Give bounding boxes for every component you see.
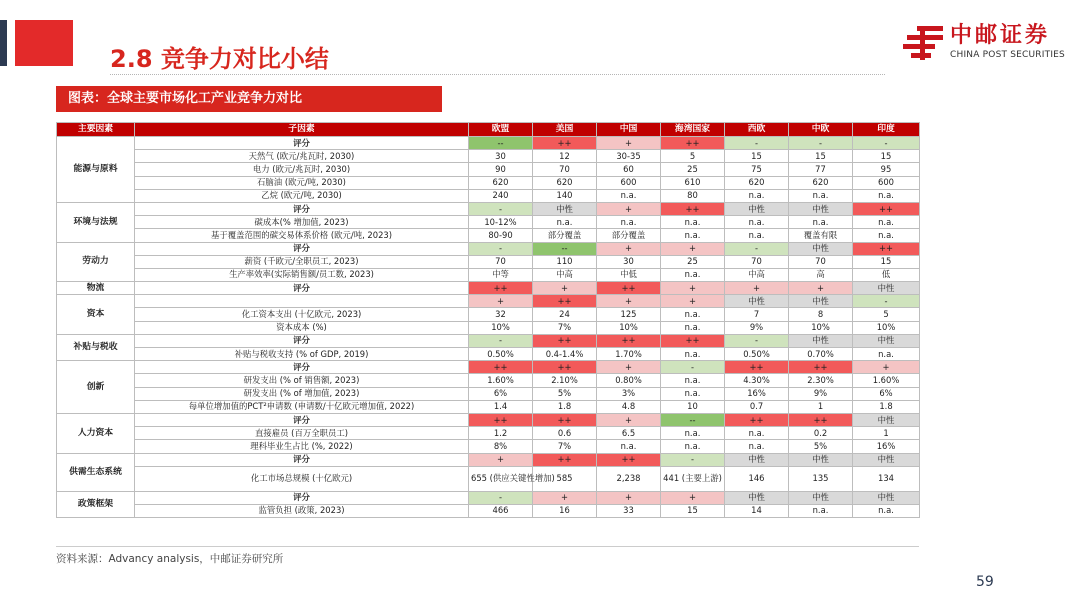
value-cell: 1.2: [469, 427, 533, 440]
value-cell: 90: [469, 163, 533, 176]
source-divider: [56, 546, 919, 547]
score-cell: +: [725, 282, 789, 295]
value-cell: n.a.: [661, 440, 725, 453]
value-cell: 10%: [789, 321, 853, 334]
value-cell: n.a.: [789, 189, 853, 202]
sub-factor-cell: 研发支出 (% of 销售额, 2023): [135, 374, 469, 387]
value-cell: 620: [725, 176, 789, 189]
score-cell: 中性: [789, 295, 853, 308]
value-cell: 110: [533, 255, 597, 268]
value-cell: n.a.: [661, 308, 725, 321]
score-row: [57, 334, 920, 347]
value-cell: 80-90: [469, 229, 533, 242]
column-header: 中欧: [789, 123, 853, 137]
value-cell: 24: [533, 308, 597, 321]
value-cell: 8%: [469, 440, 533, 453]
value-cell: 466: [469, 504, 533, 517]
value-cell: 16: [533, 504, 597, 517]
score-cell: -: [469, 202, 533, 215]
value-cell: 1.8: [533, 400, 597, 413]
column-header: 西欧: [725, 123, 789, 137]
score-cell: -: [469, 242, 533, 255]
table-row: [57, 216, 920, 229]
value-cell: 70: [789, 255, 853, 268]
value-cell: n.a.: [661, 387, 725, 400]
main-factor-cell: 物流: [57, 282, 135, 295]
score-cell: +: [661, 282, 725, 295]
main-factor-cell: 资本: [57, 295, 135, 335]
score-cell: +: [469, 453, 533, 466]
logo-english-name: CHINA POST SECURITIES: [950, 50, 1065, 60]
score-cell: +: [661, 491, 725, 504]
score-cell: +: [661, 242, 725, 255]
value-cell: 1.60%: [469, 374, 533, 387]
value-cell: 2.10%: [533, 374, 597, 387]
score-cell: 中性: [789, 453, 853, 466]
score-cell: ++: [725, 361, 789, 374]
value-cell: n.a.: [853, 229, 920, 242]
score-cell: -: [725, 242, 789, 255]
value-cell: 585: [533, 466, 597, 491]
value-cell: n.a.: [853, 216, 920, 229]
value-cell: 4.30%: [725, 374, 789, 387]
score-cell: 中性: [789, 491, 853, 504]
score-cell: 中性: [533, 202, 597, 215]
score-row: [57, 242, 920, 255]
score-cell: -: [469, 334, 533, 347]
value-cell: 80: [661, 189, 725, 202]
value-cell: n.a.: [661, 229, 725, 242]
score-cell: ++: [789, 361, 853, 374]
value-cell: 30: [469, 150, 533, 163]
score-row: [57, 361, 920, 374]
value-cell: 8: [789, 308, 853, 321]
value-cell: 30-35: [597, 150, 661, 163]
score-label-cell: 评分: [135, 137, 469, 150]
value-cell: 10%: [597, 321, 661, 334]
main-factor-cell: 环境与法规: [57, 202, 135, 242]
value-cell: 0.7: [725, 400, 789, 413]
main-factor-cell: 政策框架: [57, 491, 135, 517]
value-cell: 70: [533, 163, 597, 176]
value-cell: 1: [853, 427, 920, 440]
score-label-cell: 评分: [135, 453, 469, 466]
table-row: [57, 374, 920, 387]
sub-factor-cell: 天然气 (欧元/兆瓦时, 2030): [135, 150, 469, 163]
table-row: [57, 268, 920, 281]
value-cell: n.a.: [597, 189, 661, 202]
chart-caption-banner: 图表：全球主要市场化工产业竞争力对比: [56, 86, 442, 112]
value-cell: 0.4-1.4%: [533, 348, 597, 361]
score-cell: 中性: [789, 334, 853, 347]
table-row: [57, 466, 920, 491]
score-cell: 中性: [789, 202, 853, 215]
value-cell: 3%: [597, 387, 661, 400]
table-row: [57, 176, 920, 189]
value-cell: 610: [661, 176, 725, 189]
value-cell: 0.6: [533, 427, 597, 440]
column-header: 中国: [597, 123, 661, 137]
value-cell: n.a.: [853, 348, 920, 361]
score-cell: +: [533, 282, 597, 295]
value-cell: 135: [789, 466, 853, 491]
value-cell: 7%: [533, 321, 597, 334]
column-header: 海湾国家: [661, 123, 725, 137]
score-label-cell: 评分: [135, 202, 469, 215]
value-cell: 441 (主要上游): [661, 466, 725, 491]
score-cell: -: [469, 491, 533, 504]
value-cell: n.a.: [661, 321, 725, 334]
value-cell: n.a.: [661, 348, 725, 361]
score-cell: ++: [597, 334, 661, 347]
value-cell: 9%: [725, 321, 789, 334]
score-cell: ++: [533, 334, 597, 347]
score-cell: -: [853, 137, 920, 150]
score-label-cell: 评分: [135, 282, 469, 295]
score-cell: 中性: [725, 491, 789, 504]
score-cell: 中性: [789, 242, 853, 255]
score-cell: ++: [725, 413, 789, 426]
sub-factor-cell: 理科毕业生占比 (%, 2022): [135, 440, 469, 453]
value-cell: 10-12%: [469, 216, 533, 229]
value-cell: 600: [597, 176, 661, 189]
slide-title: 2.8 竞争力对比小结: [110, 45, 329, 73]
competitiveness-table: [56, 122, 920, 518]
value-cell: 7%: [533, 440, 597, 453]
table-row: [57, 163, 920, 176]
score-cell: -: [661, 361, 725, 374]
value-cell: n.a.: [725, 440, 789, 453]
table-row: [57, 348, 920, 361]
value-cell: n.a.: [661, 374, 725, 387]
score-label-cell: [135, 295, 469, 308]
value-cell: 2,238: [597, 466, 661, 491]
sub-factor-cell: 电力 (欧元/兆瓦时, 2030): [135, 163, 469, 176]
score-cell: 中性: [725, 453, 789, 466]
score-cell: +: [597, 413, 661, 426]
sub-factor-cell: 石脑油 (欧元/吨, 2030): [135, 176, 469, 189]
value-cell: 620: [789, 176, 853, 189]
value-cell: 0.80%: [597, 374, 661, 387]
score-cell: +: [789, 282, 853, 295]
score-label-cell: 评分: [135, 413, 469, 426]
main-factor-cell: 补贴与税收: [57, 334, 135, 360]
value-cell: 16%: [853, 440, 920, 453]
value-cell: 覆盖有限: [789, 229, 853, 242]
sub-factor-cell: 化工资本支出 (十亿欧元, 2023): [135, 308, 469, 321]
value-cell: n.a.: [725, 229, 789, 242]
value-cell: n.a.: [725, 427, 789, 440]
value-cell: 7: [725, 308, 789, 321]
sub-factor-cell: 直接雇员 (百万全职员工): [135, 427, 469, 440]
value-cell: 15: [725, 150, 789, 163]
main-factor-cell: 能源与原料: [57, 137, 135, 203]
table-row: [57, 400, 920, 413]
score-cell: --: [533, 242, 597, 255]
value-cell: 70: [469, 255, 533, 268]
value-cell: 15: [661, 504, 725, 517]
value-cell: 5%: [533, 387, 597, 400]
value-cell: 10%: [853, 321, 920, 334]
value-cell: 25: [661, 163, 725, 176]
value-cell: n.a.: [533, 216, 597, 229]
value-cell: 6%: [469, 387, 533, 400]
score-cell: +: [597, 137, 661, 150]
column-header: 欧盟: [469, 123, 533, 137]
column-header: 子因素: [135, 123, 469, 137]
score-cell: +: [597, 491, 661, 504]
value-cell: n.a.: [661, 216, 725, 229]
column-header: 印度: [853, 123, 920, 137]
value-cell: 125: [597, 308, 661, 321]
table-header-row: [57, 123, 920, 137]
value-cell: 140: [533, 189, 597, 202]
value-cell: 中低: [597, 268, 661, 281]
value-cell: n.a.: [725, 216, 789, 229]
value-cell: 1: [789, 400, 853, 413]
table-row: [57, 504, 920, 517]
sub-factor-cell: 生产率效率(实际销售额/员工数, 2023): [135, 268, 469, 281]
value-cell: n.a.: [853, 504, 920, 517]
score-row: [57, 453, 920, 466]
score-row: [57, 202, 920, 215]
value-cell: 中高: [533, 268, 597, 281]
value-cell: 15: [789, 150, 853, 163]
score-cell: ++: [661, 137, 725, 150]
score-cell: 中性: [853, 491, 920, 504]
value-cell: 部分覆盖: [533, 229, 597, 242]
score-cell: ++: [533, 453, 597, 466]
score-cell: -: [725, 334, 789, 347]
table-row: [57, 427, 920, 440]
value-cell: 5: [853, 308, 920, 321]
value-cell: 600: [853, 176, 920, 189]
value-cell: 6%: [853, 387, 920, 400]
score-cell: +: [597, 361, 661, 374]
value-cell: 10: [661, 400, 725, 413]
value-cell: 1.4: [469, 400, 533, 413]
company-logo: [903, 22, 1068, 64]
value-cell: 146: [725, 466, 789, 491]
value-cell: 2.30%: [789, 374, 853, 387]
value-cell: 655 (供应关键性增加): [469, 466, 533, 491]
score-label-cell: 评分: [135, 491, 469, 504]
sub-factor-cell: 监管负担 (政策, 2023): [135, 504, 469, 517]
value-cell: 低: [853, 268, 920, 281]
value-cell: n.a.: [789, 216, 853, 229]
score-cell: -: [661, 453, 725, 466]
value-cell: 95: [853, 163, 920, 176]
score-row: [57, 413, 920, 426]
value-cell: n.a.: [661, 427, 725, 440]
score-cell: +: [853, 361, 920, 374]
score-cell: +: [597, 202, 661, 215]
score-cell: ++: [853, 242, 920, 255]
score-cell: 中性: [853, 453, 920, 466]
score-cell: 中性: [853, 282, 920, 295]
score-cell: 中性: [725, 202, 789, 215]
score-cell: ++: [533, 137, 597, 150]
table-row: [57, 387, 920, 400]
value-cell: 620: [469, 176, 533, 189]
score-cell: -: [789, 137, 853, 150]
score-cell: --: [661, 413, 725, 426]
score-cell: ++: [789, 413, 853, 426]
value-cell: n.a.: [853, 189, 920, 202]
value-cell: 0.2: [789, 427, 853, 440]
dark-accent-bar: [0, 20, 7, 66]
value-cell: 134: [853, 466, 920, 491]
value-cell: 6.5: [597, 427, 661, 440]
value-cell: 15: [853, 150, 920, 163]
sub-factor-cell: 化工市场总规模 (十亿欧元): [135, 466, 469, 491]
score-row: [57, 282, 920, 295]
score-cell: 中性: [853, 413, 920, 426]
value-cell: 12: [533, 150, 597, 163]
sub-factor-cell: 基于覆盖范围的碳交易体系价格 (欧元/吨, 2023): [135, 229, 469, 242]
score-cell: ++: [469, 413, 533, 426]
score-cell: --: [469, 137, 533, 150]
value-cell: n.a.: [725, 189, 789, 202]
score-cell: -: [853, 295, 920, 308]
score-cell: +: [597, 242, 661, 255]
sub-factor-cell: 碳成本(% 增加值, 2023): [135, 216, 469, 229]
value-cell: 10%: [469, 321, 533, 334]
score-cell: 中性: [853, 334, 920, 347]
table-row: [57, 229, 920, 242]
score-cell: ++: [661, 202, 725, 215]
table-row: [57, 440, 920, 453]
value-cell: 25: [661, 255, 725, 268]
source-note: 资料来源：Advancy analysis，中邮证券研究所: [56, 553, 284, 565]
sub-factor-cell: 资本成本 (%): [135, 321, 469, 334]
table-row: [57, 189, 920, 202]
value-cell: 16%: [725, 387, 789, 400]
value-cell: 5%: [789, 440, 853, 453]
value-cell: 70: [725, 255, 789, 268]
score-row: [57, 295, 920, 308]
value-cell: 15: [853, 255, 920, 268]
logo-chinese-name: 中邮证券: [950, 23, 1051, 48]
main-factor-cell: 劳动力: [57, 242, 135, 282]
table-body: [57, 137, 920, 518]
main-factor-cell: 创新: [57, 361, 135, 414]
score-cell: +: [597, 295, 661, 308]
score-row: [57, 491, 920, 504]
value-cell: 14: [725, 504, 789, 517]
value-cell: 33: [597, 504, 661, 517]
value-cell: 1.8: [853, 400, 920, 413]
value-cell: 32: [469, 308, 533, 321]
main-factor-cell: 人力资本: [57, 413, 135, 453]
score-cell: ++: [533, 413, 597, 426]
value-cell: 部分覆盖: [597, 229, 661, 242]
value-cell: 60: [597, 163, 661, 176]
value-cell: 0.50%: [469, 348, 533, 361]
value-cell: n.a.: [789, 504, 853, 517]
score-cell: ++: [597, 453, 661, 466]
sub-factor-cell: 补贴与税收支持 (% of GDP, 2019): [135, 348, 469, 361]
sub-factor-cell: 每单位增加值的PCT²申请数 (申请数/十亿欧元增加值, 2022): [135, 400, 469, 413]
value-cell: 5: [661, 150, 725, 163]
value-cell: 0.70%: [789, 348, 853, 361]
column-header: 美国: [533, 123, 597, 137]
value-cell: 240: [469, 189, 533, 202]
score-cell: 中性: [725, 295, 789, 308]
value-cell: 中等: [469, 268, 533, 281]
score-cell: ++: [533, 295, 597, 308]
sub-factor-cell: 乙烷 (欧元/吨, 2030): [135, 189, 469, 202]
value-cell: n.a.: [597, 440, 661, 453]
score-cell: +: [469, 295, 533, 308]
score-cell: ++: [469, 361, 533, 374]
score-cell: ++: [469, 282, 533, 295]
sub-factor-cell: 研发支出 (% of 增加值, 2023): [135, 387, 469, 400]
table-row: [57, 150, 920, 163]
value-cell: 1.70%: [597, 348, 661, 361]
table-row: [57, 321, 920, 334]
value-cell: 高: [789, 268, 853, 281]
sub-factor-cell: 薪资 (千欧元/全职员工, 2023): [135, 255, 469, 268]
value-cell: 1.60%: [853, 374, 920, 387]
table-row: [57, 308, 920, 321]
score-label-cell: 评分: [135, 361, 469, 374]
column-header: 主要因素: [57, 123, 135, 137]
score-cell: ++: [853, 202, 920, 215]
value-cell: 75: [725, 163, 789, 176]
value-cell: 30: [597, 255, 661, 268]
table-row: [57, 255, 920, 268]
china-post-emblem-icon: [903, 24, 945, 62]
score-cell: +: [533, 491, 597, 504]
value-cell: 4.8: [597, 400, 661, 413]
value-cell: n.a.: [597, 216, 661, 229]
title-divider: [110, 74, 885, 75]
main-factor-cell: 供需生态系统: [57, 453, 135, 491]
score-cell: ++: [597, 282, 661, 295]
score-cell: ++: [533, 361, 597, 374]
score-cell: +: [661, 295, 725, 308]
value-cell: 中高: [725, 268, 789, 281]
score-label-cell: 评分: [135, 334, 469, 347]
score-row: [57, 137, 920, 150]
value-cell: 9%: [789, 387, 853, 400]
value-cell: 620: [533, 176, 597, 189]
red-accent-block: [15, 20, 73, 66]
score-cell: -: [725, 137, 789, 150]
score-label-cell: 评分: [135, 242, 469, 255]
score-cell: ++: [661, 334, 725, 347]
page-number: 59: [976, 574, 994, 590]
value-cell: 0.50%: [725, 348, 789, 361]
value-cell: n.a.: [661, 268, 725, 281]
value-cell: 77: [789, 163, 853, 176]
